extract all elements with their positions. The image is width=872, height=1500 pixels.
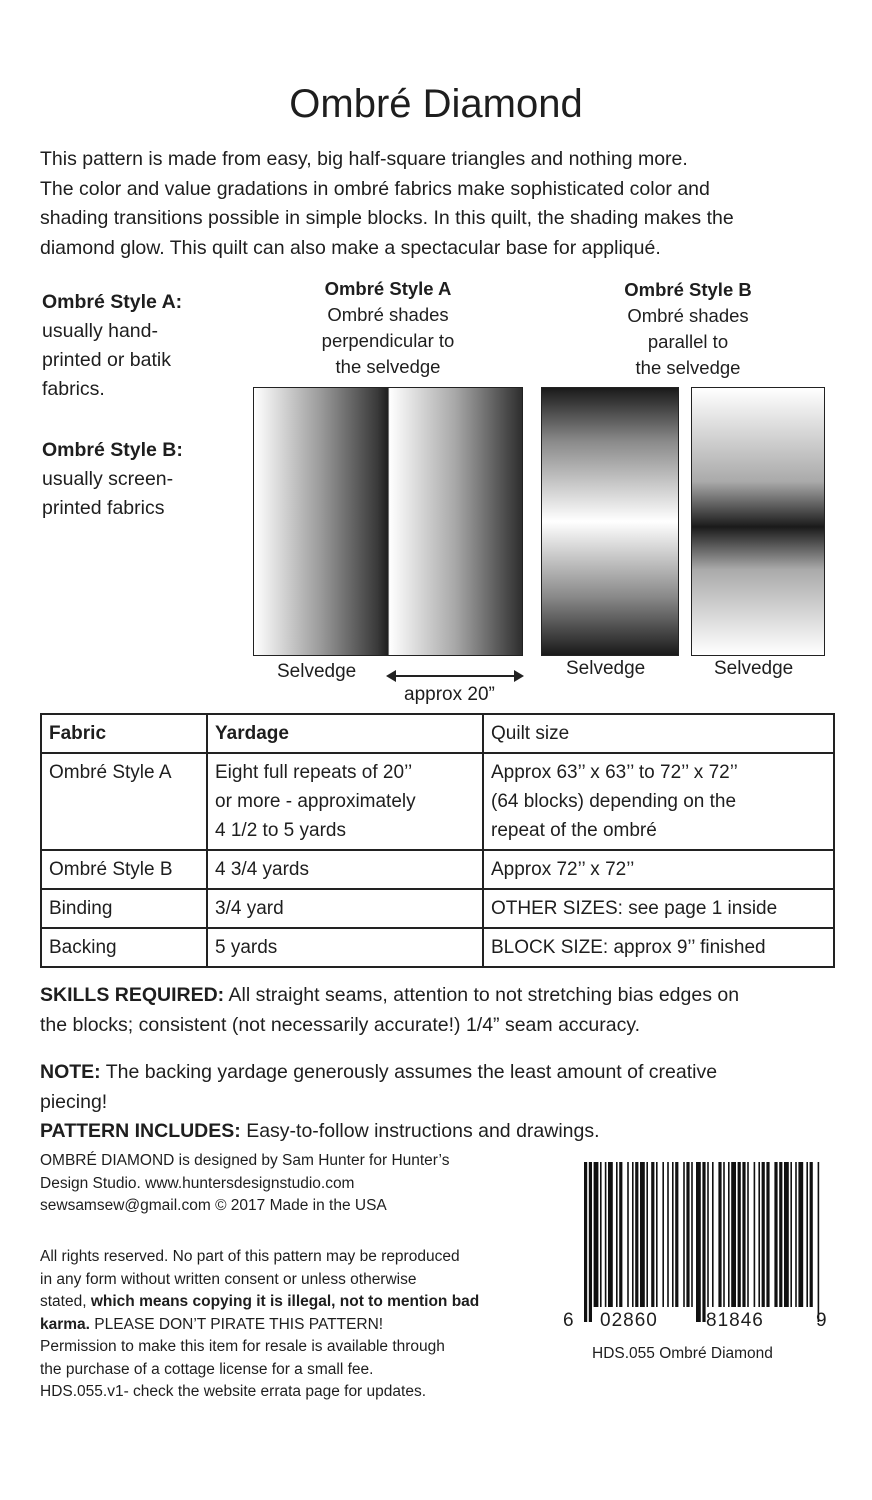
barcode-bar [766,1162,769,1307]
style-a-note [42,288,242,404]
barcode-bar [683,1162,685,1307]
barcode-bar [723,1162,725,1307]
yardage-cell: 3/4 yard [207,889,483,928]
style-a-note-line: fabrics. [42,378,105,400]
style-b-heading [577,277,799,381]
rights-line: in any form without written consent or unless otherwise [40,1270,417,1288]
style-b-note [42,436,242,523]
quilt-size-line: Approx 63’’ x 63’’ to 72’’ x 72’’ [491,762,738,783]
fabric-cell: Binding [41,889,207,928]
style-b-swatch-2 [691,387,825,656]
rights-line-bold: which means copying it is illegal, not to mention bad [90,1293,480,1310]
barcode-bar [818,1162,820,1322]
note-text-2: piecing! [40,1090,108,1113]
barcode-bar [747,1162,749,1307]
intro-line: This pattern is made from easy, big half-square triangles and nothing more. [40,148,688,170]
style-a-note-line: usually hand- [42,320,158,342]
selvedge-label-b2: Selvedge [714,658,794,679]
barcode-bar [702,1162,705,1322]
barcode-bar [738,1162,741,1307]
barcode-bar [675,1162,678,1307]
barcode-bar [728,1162,730,1307]
style-b-swatch-1 [541,387,679,656]
credits-line: sewsamsew@gmail.com © 2017 Made in the USA [40,1197,387,1214]
note-label: NOTE: [40,1061,101,1083]
barcode-bar [712,1162,714,1307]
barcode-bar [646,1162,648,1307]
barcode-bar [662,1162,664,1307]
table-row [41,928,834,967]
rights-line-bold: karma. [40,1315,90,1333]
includes-label: PATTERN INCLUDES: [40,1120,241,1142]
barcode-bar [672,1162,674,1307]
table-header-row [41,714,834,753]
barcode-bar [731,1162,736,1307]
quilt-size-line: (64 blocks) depending on the [491,791,737,812]
barcode-bar [696,1162,701,1322]
barcode-bar [608,1162,613,1307]
barcode-bar [667,1162,669,1307]
style-b-note-line: printed fabrics [42,497,165,519]
credits [40,1150,560,1218]
selvedge-label-b1: Selvedge [566,658,646,679]
barcode-right-digits: 81846 [706,1310,764,1331]
includes-paragraph [40,1117,840,1147]
skills-label: SKILLS REQUIRED: [40,984,225,1006]
barcode-bar [718,1162,721,1307]
skills-text: All straight seams, attention to not stretching bias edges on [224,984,740,1006]
quilt-size-line: repeat of the ombré [491,820,657,841]
barcode-caption: HDS.055 Ombré Diamond [592,1345,773,1362]
style-a-heading-line: perpendicular to [321,330,455,351]
style-a-heading-title: Ombré Style A [324,278,452,299]
barcode-bar [758,1162,760,1307]
table-row [41,889,834,928]
style-b-heading-line: Ombré shades [627,305,749,326]
note-paragraph [40,1058,840,1117]
style-a-note-title: Ombré Style A: [42,291,183,313]
rights-line: Permission to make this item for resale is available through [40,1338,445,1355]
barcode-bar [707,1162,709,1307]
barcode-first-digit: 6 [563,1310,574,1331]
fabric-cell: Ombré Style B [41,850,207,889]
yardage-line: 4 1/2 to 5 yards [215,820,346,841]
barcode-last-digit: 9 [816,1310,827,1331]
barcode [582,1162,822,1324]
includes-text: Easy-to-follow instructions and drawings. [240,1120,600,1142]
barcode-left-digits: 02860 [600,1310,658,1331]
barcode-bar [656,1162,658,1307]
intro-line: The color and value gradations in ombré fabrics make sophisticated color and [40,177,710,200]
barcode-bar [784,1162,789,1307]
barcode-bar [594,1162,599,1307]
barcode-bar [686,1162,689,1307]
style-b-heading-line: the selvedge [635,357,741,378]
barcode-bar [605,1162,607,1307]
intro-paragraph [40,145,850,263]
barcode-bar [806,1162,808,1307]
barcode-bar [616,1162,618,1307]
quilt-size-cell: BLOCK SIZE: approx 9’’ finished [483,928,834,967]
rights-line: the purchase of a cottage license for a small fee. [40,1360,374,1378]
table-row [41,753,834,850]
barcode-bar [779,1162,782,1307]
style-a-heading-line: Ombré shades [327,304,449,325]
barcode-bar [632,1162,634,1307]
fabric-cell: Backing [41,928,207,967]
barcode-bar [762,1162,765,1307]
style-b-heading-title: Ombré Style B [624,279,752,300]
barcode-bar [584,1162,587,1322]
credits-line: OMBRÉ DIAMOND is designed by Sam Hunter for Hunter’s [40,1152,450,1169]
yardage-cell [207,753,483,850]
fabric-cell: Ombré Style A [41,753,207,850]
style-b-note-title: Ombré Style B: [42,439,183,461]
barcode-bar [635,1162,638,1307]
header-quilt-size: Quilt size [483,714,834,753]
intro-line: diamond glow. This quilt can also make a spectacular base for appliqué. [40,236,661,259]
rights-line: stated, [40,1293,91,1310]
note-text: The backing yardage generously assumes the least amount of creative [100,1061,718,1083]
style-b-note-line: usually screen- [42,468,174,490]
page-title: Ombré Diamond [289,82,583,126]
style-a-heading [277,276,499,380]
barcode-bar [691,1162,693,1307]
quilt-size-cell: Approx 72’’ x 72’’ [483,850,834,889]
style-a-swatch [253,387,523,656]
barcode-bar [754,1162,756,1307]
credits-line: Design Studio. www.huntersdesignstudio.com [40,1174,355,1192]
quilt-size-cell [483,753,834,850]
skills-text-2: the blocks; consistent (not necessarily accurate!) 1/4” seam accuracy. [40,1013,641,1036]
table-row [41,850,834,889]
barcode-bar [774,1162,777,1307]
yardage-line: or more - approximately [215,791,416,812]
style-b-heading-line: parallel to [647,331,729,352]
barcode-bar [600,1162,602,1307]
selvedge-label-a: Selvedge [277,661,357,682]
skills-paragraph [40,981,840,1040]
header-fabric: Fabric [41,714,207,753]
barcode-bar [790,1162,792,1307]
rights-line: All rights reserved. No part of this pattern may be reproduced [40,1248,460,1265]
rights-notice [40,1246,570,1404]
barcode-bar [810,1162,813,1307]
fabric-table [40,713,835,968]
barcode-bar [651,1162,654,1307]
barcode-bar [627,1162,629,1307]
style-a-heading-line: the selvedge [335,356,441,377]
barcode-bar [589,1162,592,1322]
yardage-cell: 5 yards [207,928,483,967]
barcode-bar [640,1162,645,1307]
yardage-cell: 4 3/4 yards [207,850,483,889]
yardage-line: Eight full repeats of 20’’ [215,762,413,783]
rights-line: PLEASE DON’T PIRATE THIS PATTERN! [89,1315,384,1333]
header-yardage: Yardage [207,714,483,753]
barcode-bar [742,1162,745,1307]
barcode-bar [795,1162,797,1307]
style-a-note-line: printed or batik [42,349,171,371]
barcode-bar [798,1162,803,1307]
quilt-size-cell: OTHER SIZES: see page 1 inside [483,889,834,928]
rights-line: HDS.055.v1- check the website errata page for updates. [40,1383,426,1400]
barcode-bar [619,1162,622,1307]
double-arrow-icon [386,668,524,684]
approx-label: approx 20” [404,684,495,705]
intro-line: shading transitions possible in simple blocks. In this quilt, the shading makes the [40,207,734,229]
